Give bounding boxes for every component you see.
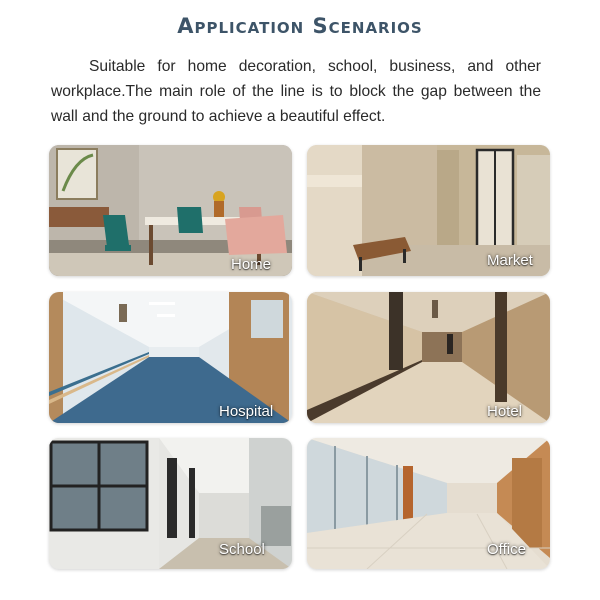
scenario-label-office: Office bbox=[487, 541, 526, 558]
scenario-card-hospital bbox=[49, 292, 292, 423]
scenario-card-home bbox=[49, 145, 292, 276]
scenario-label-hotel: Hotel bbox=[487, 403, 523, 420]
scenario-card-school bbox=[49, 438, 292, 569]
scenario-label-market: Market bbox=[487, 252, 533, 269]
scenario-card-office bbox=[307, 438, 550, 569]
scenario-card-hotel bbox=[307, 292, 550, 423]
description-text: Suitable for home decoration, school, business, and other workplace.The main role of the line is to block the gap between the wall and the ground to achieve a beautiful effect. bbox=[51, 58, 541, 125]
scenario-label-school: School bbox=[219, 541, 265, 558]
section-title: Application Scenarios bbox=[177, 14, 423, 38]
scenario-label-home: Home bbox=[231, 256, 272, 273]
scenario-card-market bbox=[307, 145, 550, 276]
scenario-label-hospital: Hospital bbox=[219, 403, 274, 420]
